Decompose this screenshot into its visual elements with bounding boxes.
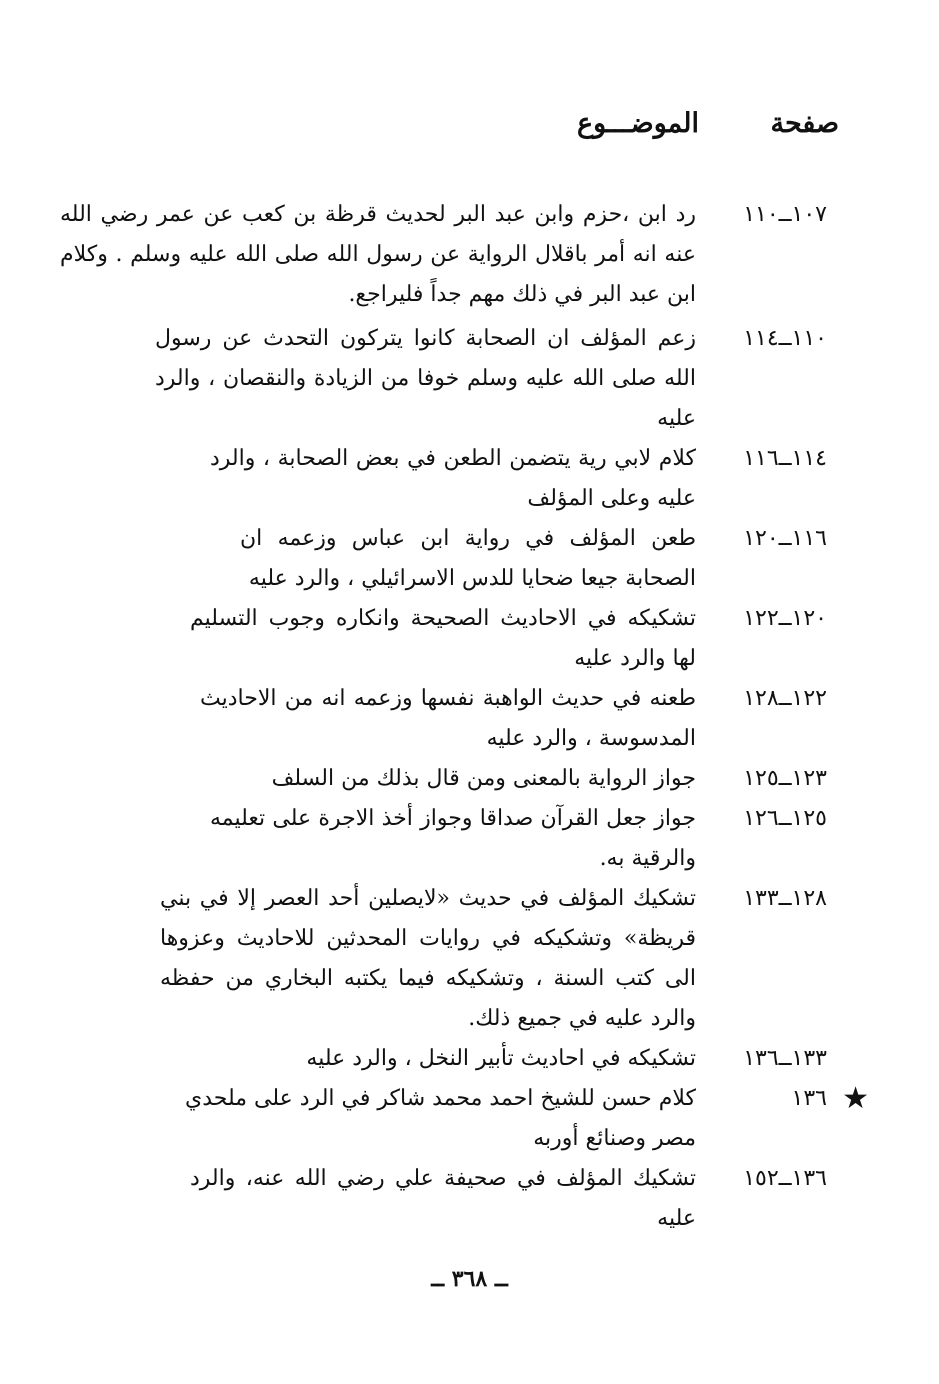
entry-text: تشكيكه في الاحاديث الصحيحة وانكاره وجوب التسليم لها والرد عليه	[190, 606, 696, 671]
index-entry	[0, 1159, 939, 1239]
index-entry	[0, 1039, 939, 1079]
entry-pages: ١٢٢ــ١٢٨	[743, 686, 827, 711]
topic-column-heading: الموضـــوع	[576, 108, 699, 139]
entry-text: زعم المؤلف ان الصحابة كانوا يتركون التحدث عن رسول الله صلى الله عليه وسلم خوفا من الزيادة والنقصان ، والرد عليه	[155, 326, 696, 431]
page-column-heading: صفحة	[770, 108, 839, 139]
entry-pages: ١٢٣ــ١٢٥	[743, 766, 827, 791]
index-entry	[0, 599, 939, 679]
star-icon: ★	[842, 1081, 869, 1116]
page-number: ــ ٣٦٨ ــ	[431, 1266, 508, 1292]
index-entry	[0, 519, 939, 599]
index-entry	[0, 679, 939, 759]
entry-text: جواز جعل القرآن صداقا وجواز أخذ الاجرة على تعليمه والرقية به.	[210, 806, 696, 871]
entry-pages: ١١٦ــ١٢٠	[743, 526, 827, 551]
entry-pages: ١٣٦ــ١٥٢	[743, 1166, 827, 1191]
entry-text: كلام لابي رية يتضمن الطعن في بعض الصحابة ، والرد عليه وعلى المؤلف	[210, 446, 696, 511]
entry-pages: ١٣٦	[791, 1086, 827, 1111]
entry-pages: ١٢٥ــ١٢٦	[743, 806, 827, 831]
entry-text: تشكيك المؤلف في صحيفة علي رضي الله عنه، والرد عليه	[190, 1166, 696, 1231]
entry-pages: ١١٤ــ١١٦	[743, 446, 827, 471]
entry-pages: ١٢٠ــ١٢٢	[743, 606, 827, 631]
index-entry	[0, 879, 939, 1039]
entry-text: جواز الرواية بالمعنى ومن قال بذلك من السلف	[271, 766, 696, 791]
entry-pages: ١٣٣ــ١٣٦	[743, 1046, 827, 1071]
index-entry	[0, 799, 939, 879]
index-entry	[0, 1079, 939, 1159]
index-entry	[0, 319, 939, 439]
table-header	[200, 108, 839, 148]
entry-text: كلام حسن للشيخ احمد محمد شاكر في الرد على ملحدي مصر وصنائع أوربه	[185, 1086, 696, 1151]
index-entry	[0, 195, 939, 315]
index-entries	[0, 195, 939, 1239]
entry-pages: ١٢٨ــ١٣٣	[743, 886, 827, 911]
index-entry	[0, 439, 939, 519]
entry-text: طعنه في حديث الواهبة نفسها وزعمه انه من الاحاديث المدسوسة ، والرد عليه	[200, 686, 696, 751]
index-entry	[0, 759, 939, 799]
entry-text: طعن المؤلف في رواية ابن عباس وزعمه ان الصحابة جيعا ضحايا للدس الاسرائيلي ، والرد عليه	[240, 526, 696, 591]
entry-text: رد ابن ،حزم وابن عبد البر لحديث قرظة بن كعب عن عمر رضي الله عنه انه أمر باقلال الرواية عن رسول الله صلى الله عليه وسلم . وكلام ابن عبد البر في ذلك مهم جداً فليراجع.	[60, 202, 696, 307]
entry-pages: ١٠٧ــ١١٠	[743, 202, 827, 227]
entry-text: تشكيك المؤلف في حديث «لايصلين أحد العصر إلا في بني قريظة» وتشكيكه في روايات المحدثين للاحاديث وعزوها الى كتب السنة ، وتشكيكه فيما يكتبه البخاري من حفظه والرد عليه في جميع ذلك.	[160, 886, 696, 1031]
entry-pages: ١١٠ــ١١٤	[743, 326, 827, 351]
entry-text: تشكيكه في احاديث تأبير النخل ، والرد عليه	[306, 1046, 696, 1071]
